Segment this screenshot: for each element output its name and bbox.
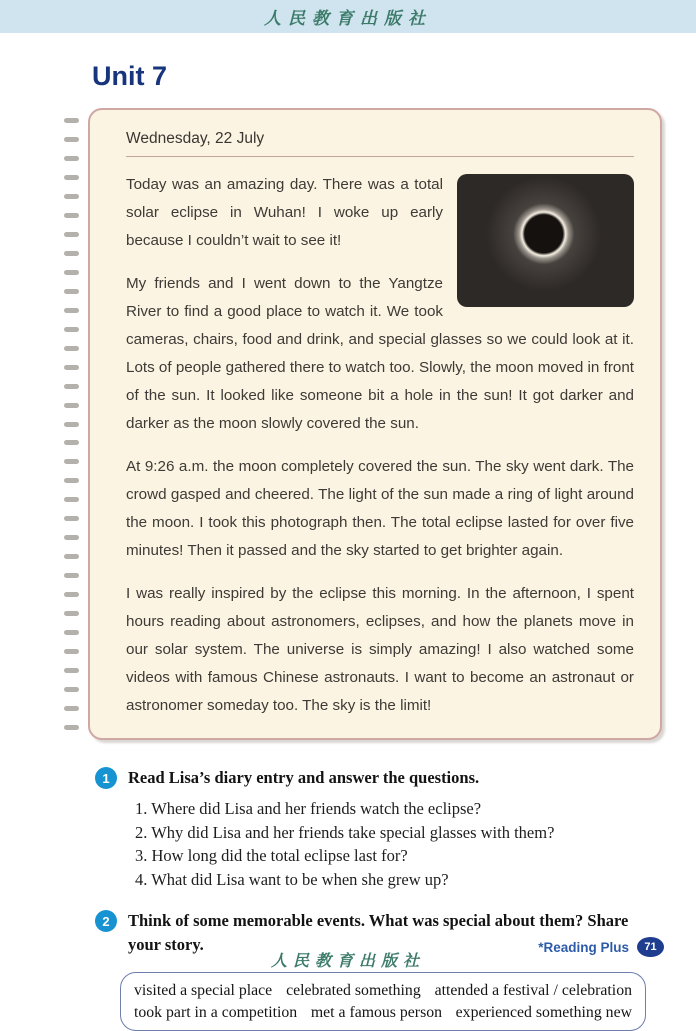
- binding-ring: [64, 516, 79, 521]
- diary-paragraph: My friends and I went down to the Yangtze River to find a good place to watch it. We took cameras, chairs, food and drink, and special glasses so we could look at it. Lots of people gathered there to watch too. Slowly, the moon moved in front of the sun. It looked like someone bit a hole in the sun! It got darker and darker as the moon slowly covered the sun.: [126, 275, 634, 432]
- binding-ring: [64, 308, 79, 313]
- page-title: Unit 7: [92, 61, 168, 91]
- exercise-2-instruction: Think of some memorable events. What was special about them? Share your story.: [128, 911, 629, 954]
- spiral-binding-decoration: [64, 118, 79, 730]
- binding-ring: [64, 422, 79, 427]
- exercise-1: [95, 766, 646, 891]
- word-box-row: [134, 980, 632, 1002]
- binding-ring: [64, 213, 79, 218]
- diary-date: Wednesday, 22 July: [126, 130, 634, 157]
- word-box: [120, 972, 646, 1031]
- binding-ring: [64, 440, 79, 445]
- binding-ring: [64, 346, 79, 351]
- question-item: 1. Where did Lisa and her friends watch the eclipse?: [135, 799, 482, 818]
- binding-ring: [64, 251, 79, 256]
- exercise-2-number-badge: 2: [95, 910, 117, 932]
- question-item: 4. What did Lisa want to be when she grew up?: [135, 869, 449, 889]
- binding-ring: [64, 459, 79, 464]
- bottom-publisher-logo-wrap: [0, 948, 696, 971]
- question-list: [135, 797, 554, 891]
- binding-ring: [64, 554, 79, 559]
- word-box-phrase: met a famous person: [310, 1003, 443, 1021]
- binding-ring: [64, 706, 79, 711]
- diary-body: [126, 171, 634, 720]
- binding-ring: [64, 156, 79, 161]
- binding-ring: [64, 535, 79, 540]
- solar-eclipse-photo: [457, 174, 634, 307]
- binding-ring: [64, 592, 79, 597]
- diary-card: [88, 108, 662, 740]
- binding-ring: [64, 725, 79, 730]
- publisher-logo: 人民教育出版社: [264, 9, 432, 29]
- binding-ring: [64, 365, 79, 370]
- binding-ring: [64, 175, 79, 180]
- binding-ring: [64, 194, 79, 199]
- publisher-banner: [0, 0, 696, 33]
- reading-plus-label: *Reading Plus: [538, 939, 629, 955]
- binding-ring: [64, 137, 79, 142]
- exercises-section: [95, 766, 646, 1031]
- page-number-badge: 71: [637, 937, 664, 957]
- binding-ring: [64, 649, 79, 654]
- diary-paragraph: I was really inspired by the eclipse this morning. In the afternoon, I spent hours reading about astronomers, eclipses, and how the planets move in our solar system. The universe is simply amazing! I also watched some videos with famous Chinese astronauts. I want to become an astronaut or astronomer someday too. The sky is the limit!: [126, 585, 634, 714]
- word-box-phrase: celebrated something: [286, 982, 421, 999]
- binding-ring: [64, 270, 79, 275]
- question-item: 3. How long did the total eclipse last for?: [135, 846, 408, 865]
- binding-ring: [64, 611, 79, 616]
- binding-ring: [64, 668, 79, 673]
- binding-ring: [64, 232, 79, 237]
- binding-ring: [64, 630, 79, 635]
- word-box-phrase: visited a special place: [134, 982, 273, 999]
- binding-ring: [64, 118, 79, 123]
- publisher-logo: 人民教育出版社: [270, 951, 425, 970]
- diary-paragraph: Today was an amazing day. There was a total solar eclipse in Wuhan! I woke up early because I couldn’t wait to see it!: [126, 176, 443, 249]
- binding-ring: [64, 687, 79, 692]
- question-item: 2. Why did Lisa and her friends take special glasses with them?: [135, 822, 555, 842]
- exercise-1-number-badge: 1: [95, 767, 117, 789]
- word-box-phrase: took part in a competition: [134, 1003, 298, 1021]
- exercise-1-instruction: Read Lisa’s diary entry and answer the questions.: [128, 768, 480, 787]
- binding-ring: [64, 403, 79, 408]
- binding-ring: [64, 384, 79, 389]
- binding-ring: [64, 478, 79, 483]
- diary-paragraph: At 9:26 a.m. the moon completely covered the sun. The sky went dark. The crowd gasped and cheered. The light of the sun made a ring of light around the moon. I took this photograph then. The total eclipse lasted for over five minutes! Then it passed and the sky started to get brighter again.: [126, 458, 634, 559]
- word-box-phrase: attended a festival / celebration: [434, 982, 632, 999]
- binding-ring: [64, 497, 79, 502]
- binding-ring: [64, 573, 79, 578]
- word-box-phrase: experienced something new: [455, 1003, 632, 1021]
- binding-ring: [64, 327, 79, 332]
- word-box-row: [134, 1002, 632, 1024]
- binding-ring: [64, 289, 79, 294]
